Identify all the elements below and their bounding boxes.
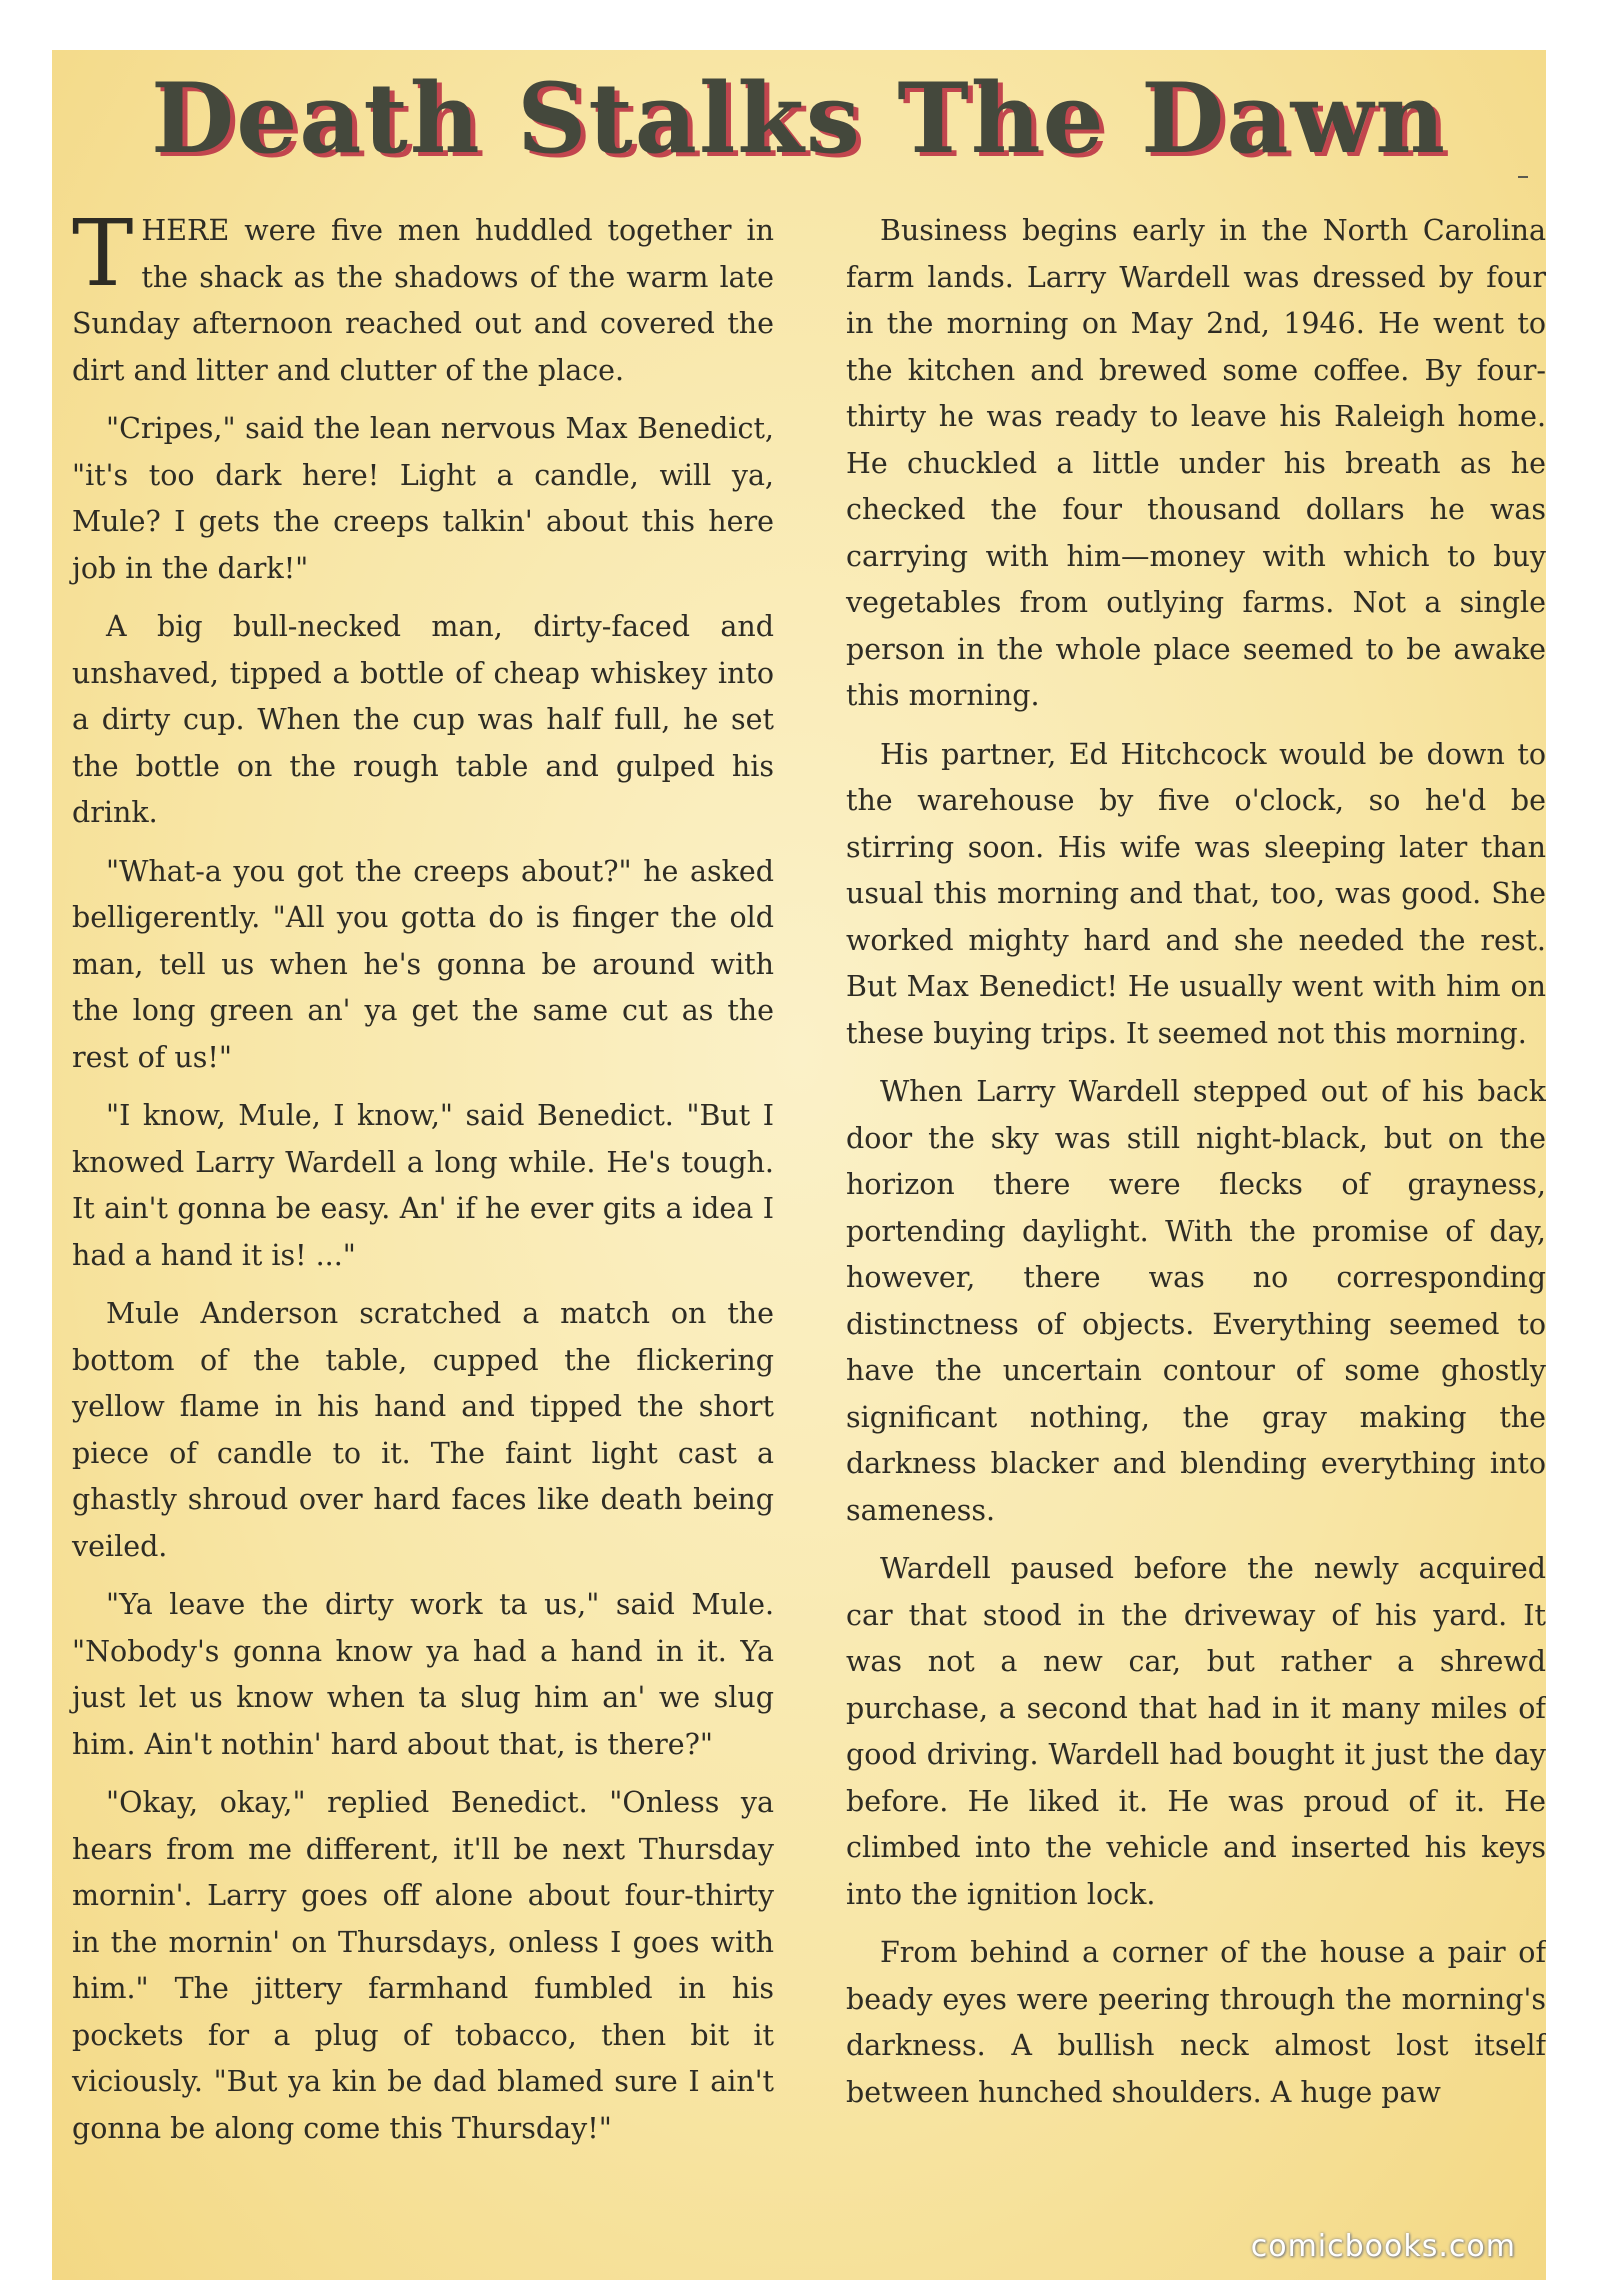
story-title: Death Stalks The Dawn bbox=[150, 62, 1448, 175]
paragraph: From behind a corner of the house a pair of beady eyes were peering through the morning's darkness. A bullish neck almost lost itself between hunched shoulders. A huge paw bbox=[846, 1936, 1546, 2109]
paragraph: "What-a you got the creeps about?" he asked belligerently. "All you gotta do is finger the old man, tell us when he's gonna be around with the long green an' ya get the same cut as the rest of us!" bbox=[72, 854, 774, 1074]
paragraph: "Okay, okay," replied Benedict. "Onless ya hears from me different, it'll be next Thursday mornin'. Larry goes off alone about four-thirty in the mornin' on Thursdays, onless I goes with him." The jittery farmhand fumbled in his pockets for a plug of tobacco, then bit it viciously. "But ya kin be dad blamed sure I ain't gonna be along come this Thursday!" bbox=[72, 1786, 774, 2145]
watermark: comicbooks.com bbox=[1250, 2229, 1516, 2264]
paragraph: Mule Anderson scratched a match on the bottom of the table, cupped the flickering yellow flame in his hand and tipped the short piece of candle to it. The faint light cast a ghastly shroud over hard faces like death being veiled. bbox=[72, 1297, 774, 1563]
decorative-mark bbox=[1518, 176, 1528, 178]
story-page bbox=[52, 50, 1546, 2280]
paragraph: His partner, Ed Hitchcock would be down to the warehouse by five o'clock, so he'd be stirring soon. His wife was sleeping later than usual this morning and that, too, was good. She worked mighty hard and she needed the rest. But Max Benedict! He usually went with him on these buying trips. It seemed not this morning. bbox=[846, 737, 1546, 1050]
left-column bbox=[72, 200, 774, 2164]
paragraph: "Ya leave the dirty work ta us," said Mule. "Nobody's gonna know ya had a hand in it. Ya just let us know when ta slug him an' we slug him. Ain't nothin' hard about that, is there?" bbox=[72, 1588, 774, 1761]
paragraph: A big bull-necked man, dirty-faced and unshaved, tipped a bottle of cheap whiskey into a dirty cup. When the cup was half full, he set the bottle on the rough table and gulped his drink. bbox=[72, 610, 774, 829]
paragraph: "Cripes," said the lean nervous Max Benedict, "it's too dark here! Light a candle, will ya, Mule? I gets the creeps talkin' about this here job in the dark!" bbox=[72, 412, 774, 585]
paragraph: "I know, Mule, I know," said Benedict. "But I knowed Larry Wardell a long while. He's tough. It ain't gonna be easy. An' if he ever gits a idea I had a hand it is! ..." bbox=[72, 1099, 774, 1272]
right-column bbox=[846, 208, 1546, 2128]
paragraph: Wardell paused before the newly acquired car that stood in the driveway of his yard. It was not a new car, but rather a shrewd purchase, a second that had in it many miles of good driving. Wardell had bought it just the day before. He liked it. He was proud of it. He climbed into the vehicle and inserted his keys into the ignition lock. bbox=[846, 1552, 1546, 1911]
paragraph: Business begins early in the North Carolina farm lands. Larry Wardell was dressed by four in the morning on May 2nd, 1946. He went to the kitchen and brewed some coffee. By four-thirty he was ready to leave his Raleigh home. He chuckled a little under his breath as he checked the four thousand dollars he was carrying with him—money with which to buy vegetables from outlying farms. Not a single person in the whole place seemed to be awake this morning. bbox=[846, 214, 1546, 712]
paragraph: When Larry Wardell stepped out of his back door the sky was still night-black, but on the horizon there were flecks of grayness, portending daylight. With the promise of day, however, there was no corresponding distinctness of objects. Everything seemed to have the uncertain contour of some ghostly significant nothing, the gray making the darkness blacker and blending everything into sameness. bbox=[846, 1075, 1546, 1527]
drop-cap: T bbox=[72, 200, 134, 307]
paragraph bbox=[72, 200, 774, 394]
paragraph-text: HERE were five men huddled together in the shack as the shadows of the warm late Sunday afternoon reached out and covered the dirt and litter and clutter of the place. bbox=[72, 214, 774, 387]
